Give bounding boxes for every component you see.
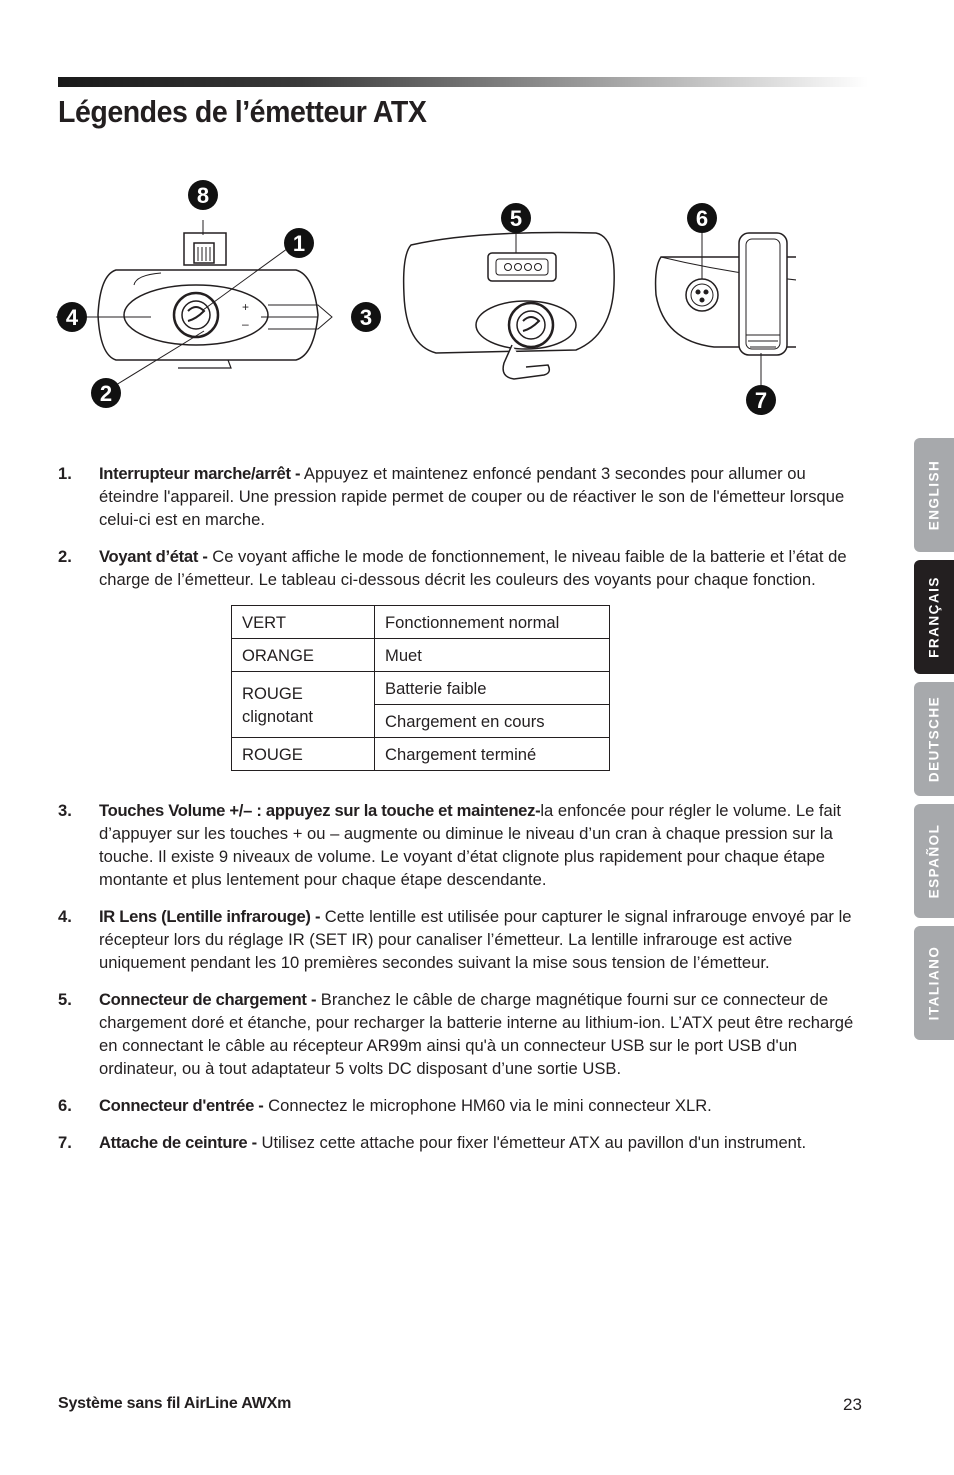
list-item: 6. Connecteur d'entrée - Connectez le microphone HM60 via le mini connecteur XLR. bbox=[58, 1096, 712, 1115]
svg-text:3: 3 bbox=[359, 305, 373, 330]
list-item: 7. Attache de ceinture - Utilisez cette attache pour fixer l'émetteur ATX au pavillon d'un instrument. bbox=[58, 1133, 807, 1152]
tab-italiano[interactable]: ITALIANO bbox=[914, 926, 954, 1040]
callout-4 bbox=[57, 302, 87, 332]
page-title: Légendes de l’émetteur ATX bbox=[58, 94, 427, 129]
language-tabs bbox=[914, 438, 954, 1048]
svg-text:+: + bbox=[242, 300, 250, 314]
transmitter-diagram bbox=[56, 175, 796, 425]
tab-espanol[interactable]: ESPAÑOL bbox=[914, 804, 954, 918]
svg-text:2: 2 bbox=[99, 381, 113, 406]
callout-7 bbox=[746, 385, 776, 415]
table-row: Chargement en cours bbox=[232, 705, 610, 738]
header-rule bbox=[58, 77, 868, 87]
list-item: 3. Touches Volume +/– : appuyez sur la touche et maintenez-la enfoncée pour régler le volume. Le fait d’appuyer sur les touches + ou – augmente ou diminue le niveau d’un cran à chaque pression sur la touche. Il existe 9 niveaux de volume. Le voyant d’état clignote plus rapidement pour chaque étape montante et plus lentement pour chaque étape descendante. bbox=[58, 801, 842, 889]
callout-1 bbox=[284, 228, 314, 258]
svg-text:6: 6 bbox=[695, 206, 709, 231]
svg-text:4: 4 bbox=[65, 305, 79, 330]
callout-3 bbox=[351, 302, 381, 332]
list-item: 4. IR Lens (Lentille infrarouge) - Cette lentille est utilisée pour capturer le signal infrarouge envoyé par le récepteur lors du réglage IR (SET IR) pour canaliser l’émetteur. La lentille infrarouge est active uniquement pendant les 10 premières secondes suivant la mise sous tension de l’émetteur. bbox=[58, 907, 852, 972]
svg-text:–: – bbox=[242, 317, 249, 331]
tab-francais[interactable]: FRANÇAIS bbox=[914, 560, 954, 674]
svg-text:1: 1 bbox=[292, 231, 306, 256]
tab-deutsche[interactable]: DEUTSCHE bbox=[914, 682, 954, 796]
footer-product-name: Système sans fil AirLine AWXm bbox=[58, 1395, 292, 1412]
callout-8 bbox=[188, 180, 218, 210]
svg-text:8: 8 bbox=[196, 183, 210, 208]
callout-5 bbox=[501, 203, 531, 233]
side-view bbox=[656, 230, 796, 385]
back-view bbox=[404, 230, 615, 379]
table-row: VERT Fonctionnement normal bbox=[232, 606, 610, 639]
svg-text:7: 7 bbox=[754, 388, 768, 413]
tab-english[interactable]: ENGLISH bbox=[914, 438, 954, 552]
callout-2 bbox=[91, 378, 121, 408]
list-item: 5. Connecteur de chargement - Branchez le câble de charge magnétique fourni sur ce connecteur de chargement doré et étanche, pour recharger la batterie interne au lithium-ion. L’ATX peut être rechargé en connectant le câble au récepteur AR99m ainsi qu'à un connecteur USB sur le port USB d'un ordinateur, ou à tout adaptateur 5 volts DC disposant d’une sortie USB. bbox=[58, 990, 854, 1078]
svg-text:5: 5 bbox=[509, 206, 523, 231]
table-row: ORANGE Muet bbox=[232, 639, 610, 672]
callout-6 bbox=[687, 203, 717, 233]
list-item: 1. Interrupteur marche/arrêt - Appuyez et maintenez enfoncé pendant 3 secondes pour allumer ou éteindre l'appareil. Une pression rapide permet de couper ou de réactiver le son de l'émetteur lorsque celui-ci est en marche. bbox=[58, 464, 845, 529]
list-item: 2. Voyant d’état - Ce voyant affiche le mode de fonctionnement, le niveau faible de la batterie et l’état de charge de l’émetteur. Le tableau ci-dessous décrit les couleurs des voyants pour chaque fonction. bbox=[58, 547, 847, 589]
page-number: 23 bbox=[843, 1395, 862, 1414]
table-row: ROUGE Chargement terminé bbox=[232, 738, 610, 771]
status-table bbox=[231, 605, 610, 771]
table-row: ROUGE clignotant Batterie faible bbox=[232, 672, 610, 705]
legend-list bbox=[58, 462, 870, 1168]
